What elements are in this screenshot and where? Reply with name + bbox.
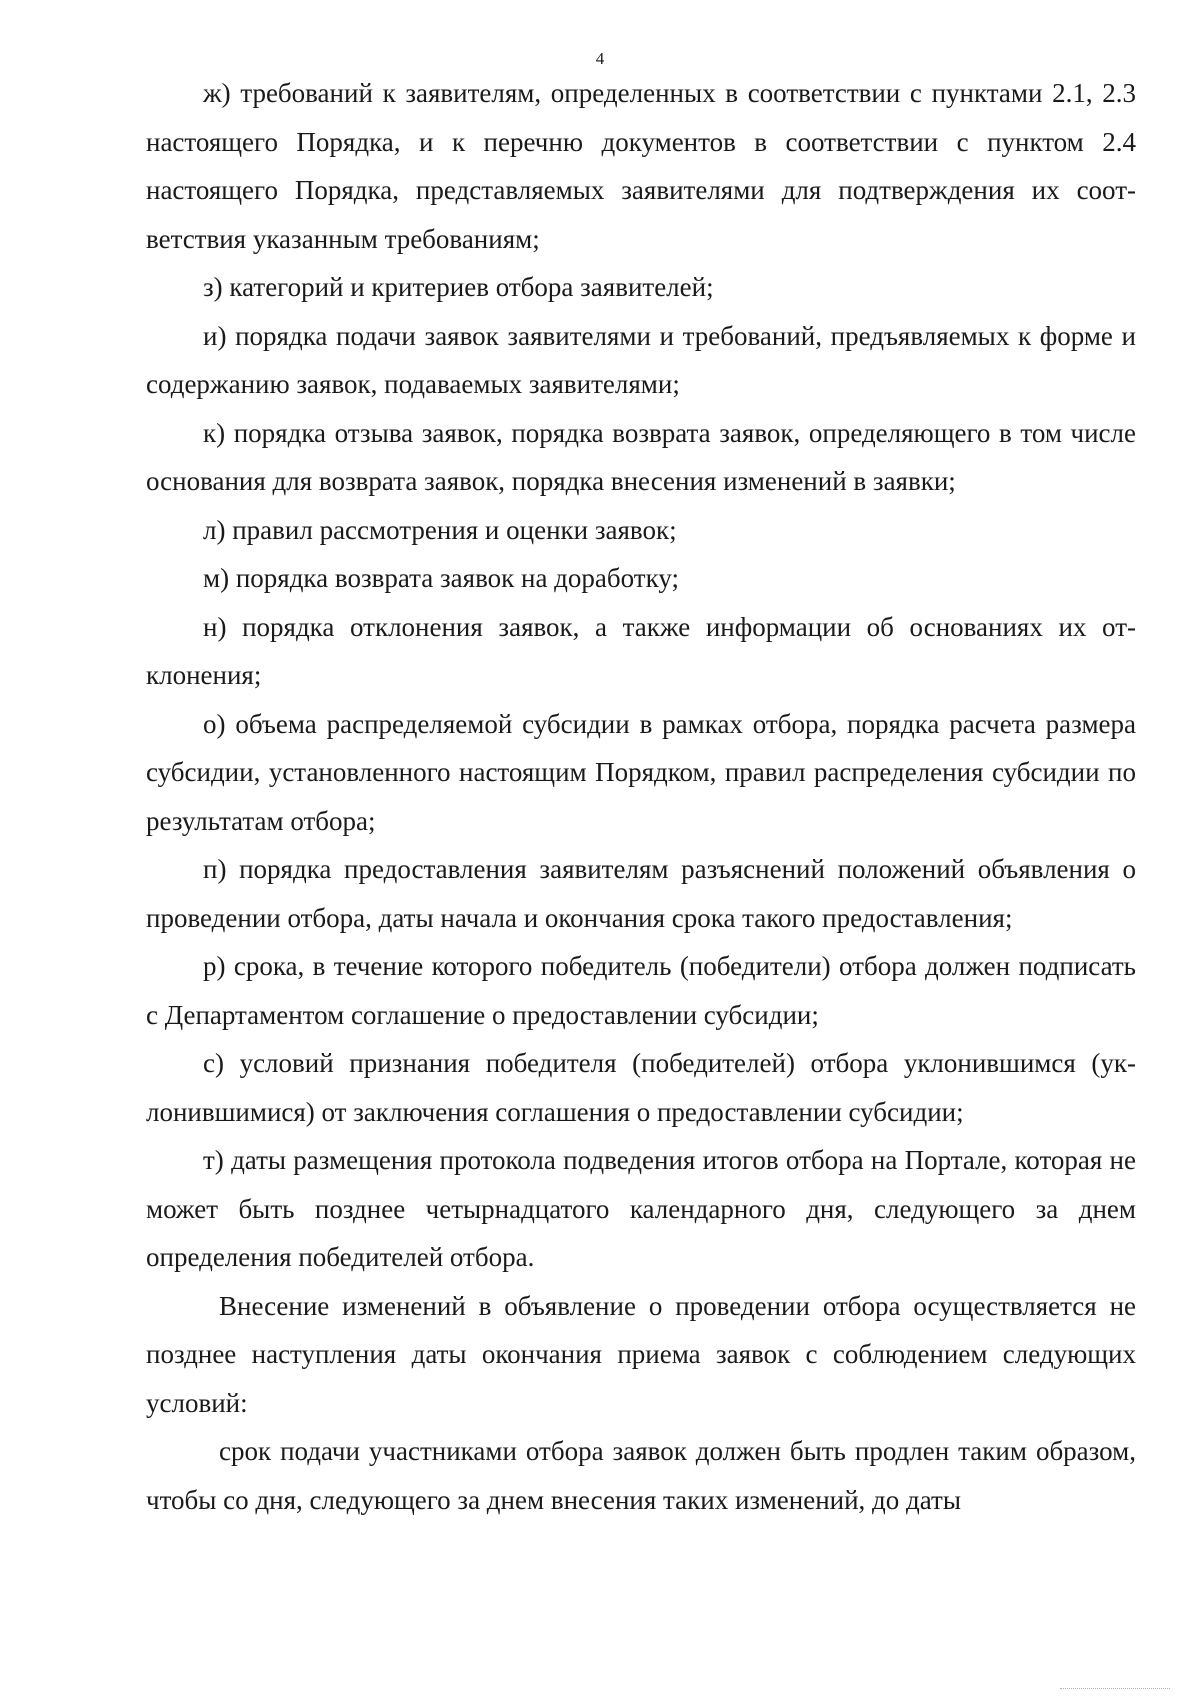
paragraph-item-t: т) даты размещения протокола подведения итогов отбора на Портале, которая не может быть позднее четырнадцатого календарного дня, следующего за днем определения победителей отбора. — [146, 1145, 1136, 1272]
paragraph-item-p: п) порядка предоставления заявителям разъяснений положений объявления о проведении отбора, даты начала и окончания срока такого предоставления; — [146, 854, 1136, 933]
paragraph-item-n: н) порядка отклонения заявок, а также информации об основаниях их отклонения; — [146, 611, 1136, 690]
paragraph-item-l: л) правил рассмотрения и оценки заявок; — [203, 514, 677, 545]
paragraph-item-zh: ж) требований к заявителям, определенных в соответствии с пунктами 2.1, 2.3 настоящего Порядка, и к перечню документов в соответствии с пунктом 2.4 настоящего Порядка, представляемых заявителями для подтверждения их соответствия указанным требованиям; — [146, 78, 1136, 254]
paragraph-item-s: с) условий признания победителя (победителей) отбора уклонившимся (уклонившимися) от заключения соглашения о предоставлении субсидии; — [146, 1048, 1136, 1127]
document-body — [146, 69, 1136, 1524]
paragraph-item-z: з) категорий и критериев отбора заявителей; — [203, 272, 714, 302]
paragraph-item-r: р) срока, в течение которого победитель (победители) отбора должен подписать с Департаментом соглашение о предоставлении субсидии; — [146, 951, 1136, 1030]
paragraph-item-i: и) порядка подачи заявок заявителями и требований, предъявляемых к форме и содержанию заявок, подаваемых заявителями; — [146, 320, 1136, 399]
paragraph-amendments: Внесение изменений в объявление о проведении отбора осуществляется не позднее наступления даты окончания приема заявок с соблюдением следующих условий: — [146, 1290, 1136, 1418]
paragraph-deadline-extension: срок подачи участниками отбора заявок должен быть продлен таким образом, чтобы со дня, следующего за днем внесения таких изменений, до даты — [146, 1436, 1136, 1515]
page-number: 4 — [595, 49, 605, 68]
paragraph-item-m: м) порядка возврата заявок на доработку; — [203, 563, 679, 593]
paragraph-item-o: о) объема распределяемой субсидии в рамках отбора, порядка расчета размера субсидии, установленного настоящим Порядком, правил распределения субсидии по результатам отбора; — [146, 708, 1136, 836]
paragraph-item-k: к) порядка отзыва заявок, порядка возврата заявок, определяющего в том числе основания для возврата заявок, порядка внесения изменений в заявки; — [146, 417, 1136, 496]
scan-edge-mark — [1060, 1688, 1170, 1693]
